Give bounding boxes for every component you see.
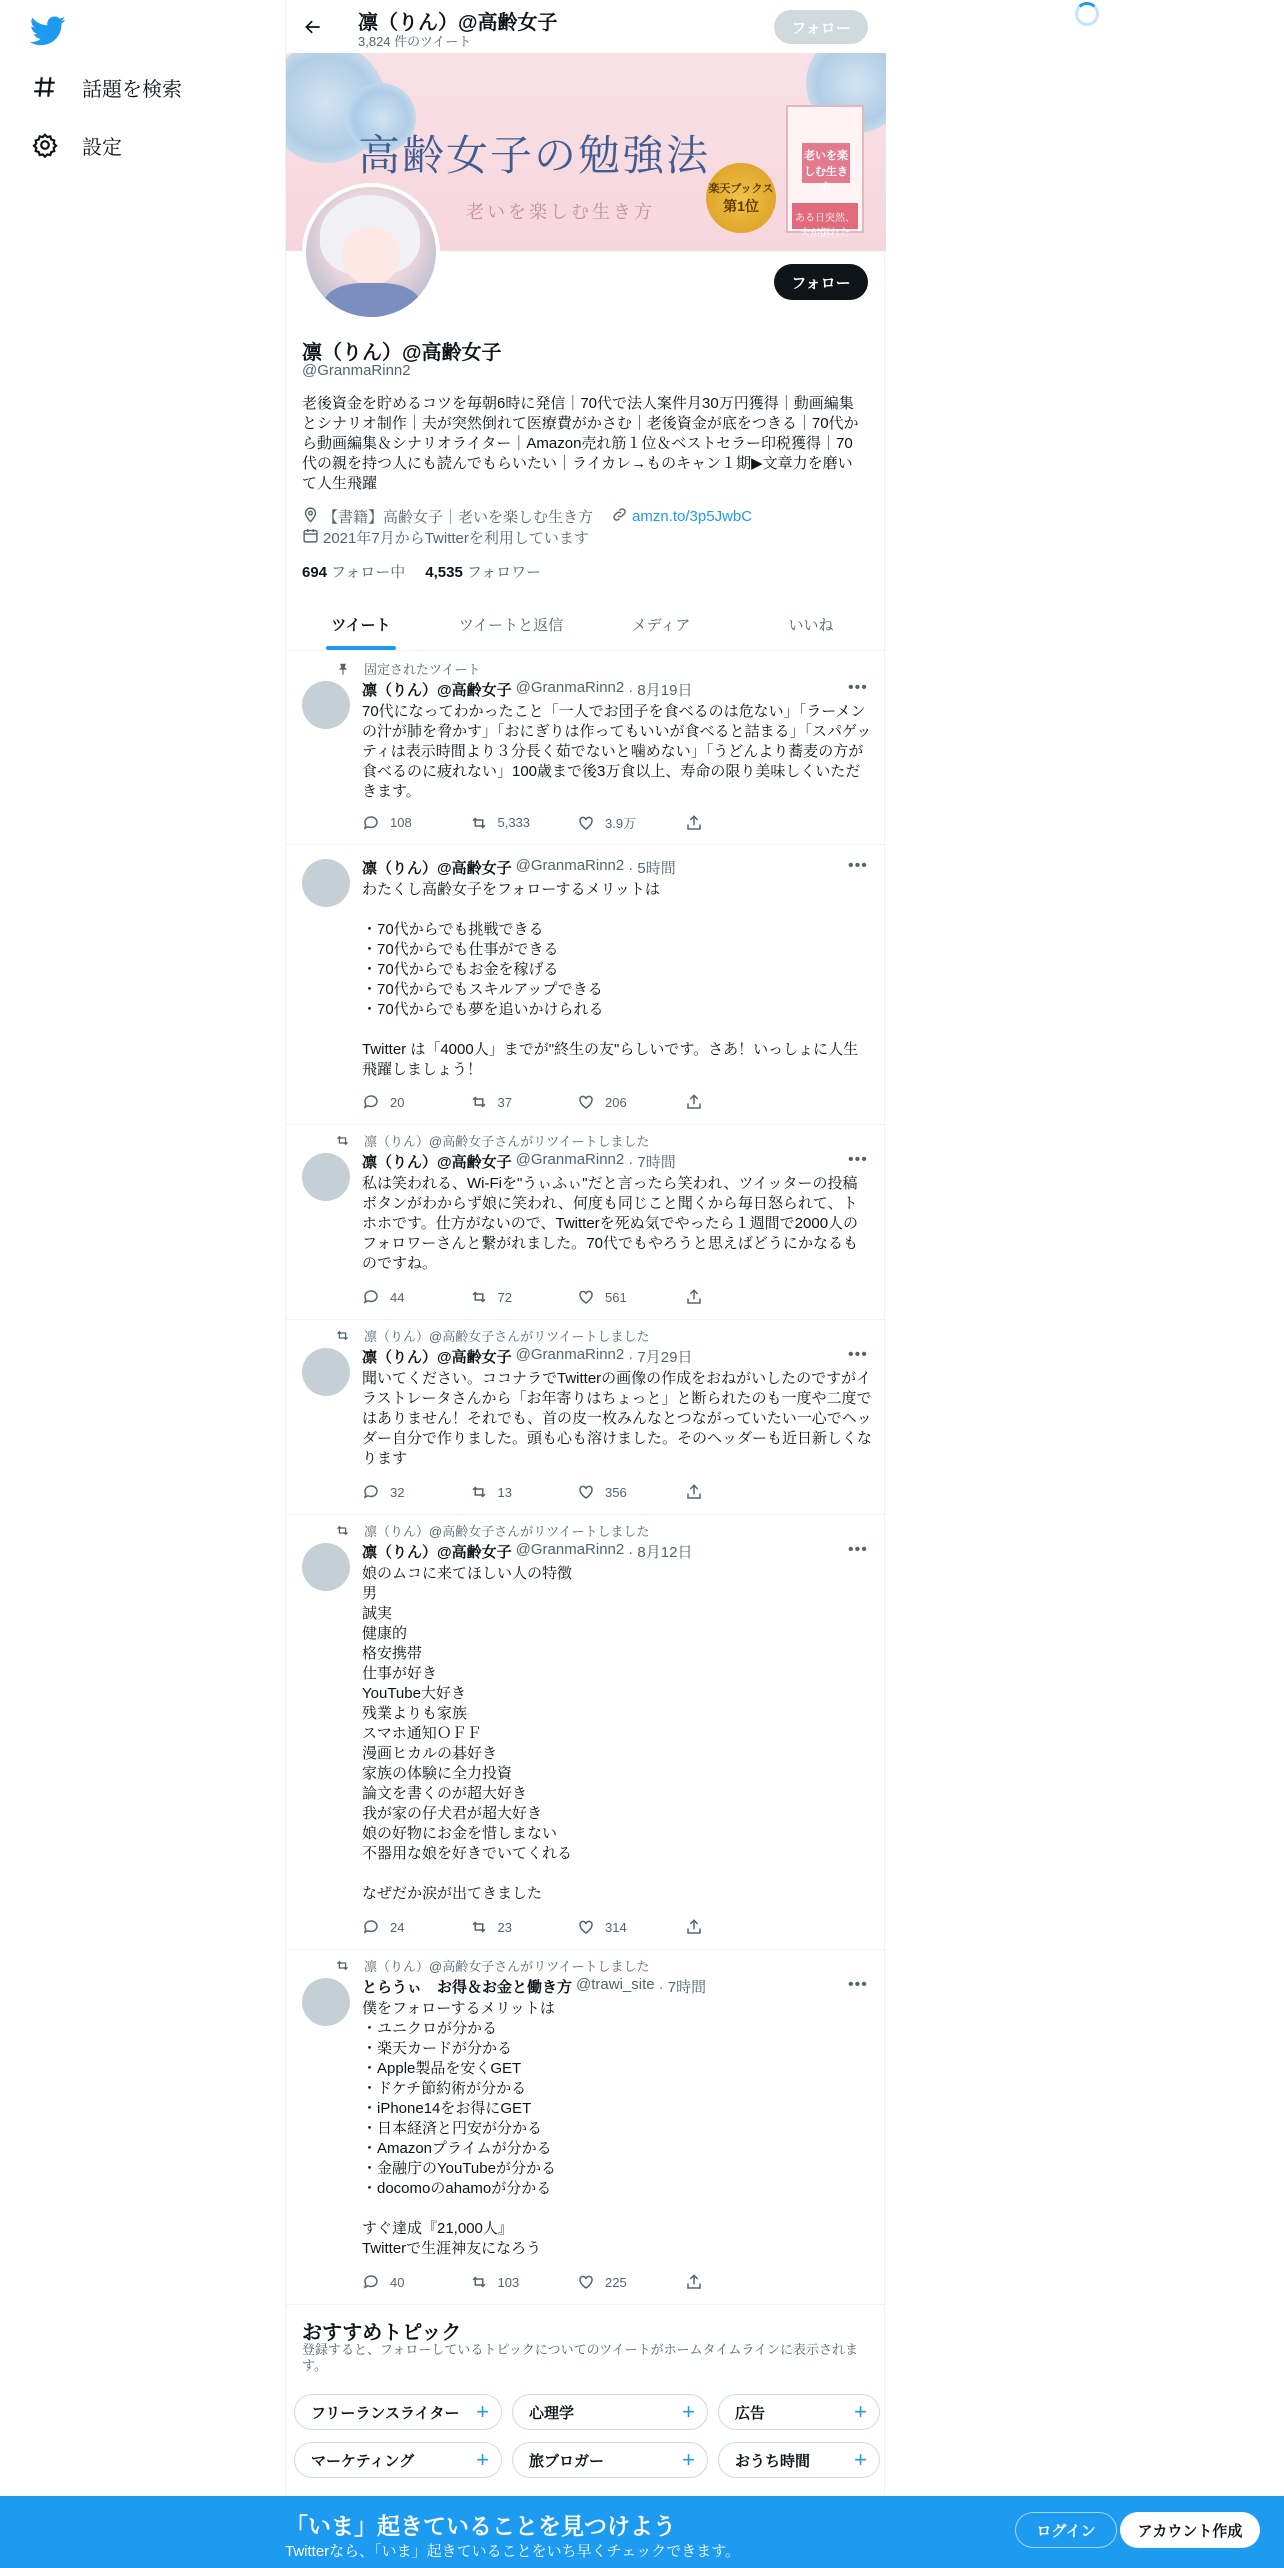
back-button[interactable] bbox=[296, 10, 330, 44]
share-button[interactable] bbox=[685, 1918, 793, 1936]
hashtag-icon bbox=[32, 74, 58, 100]
topic-chip[interactable]: 旅ブロガー + bbox=[512, 2442, 708, 2478]
tab-tweets[interactable]: ツイート bbox=[286, 598, 436, 650]
topic-chip[interactable]: 心理学 + bbox=[512, 2394, 708, 2430]
retweet-icon bbox=[332, 1958, 350, 1973]
topics-description: 登録すると、フォローしているトピックについてのツイートがホームタイムラインに表示されます。 bbox=[302, 2342, 859, 2373]
profile-header-bar bbox=[286, 0, 886, 53]
share-icon bbox=[685, 814, 703, 832]
retweet-button[interactable]: 23 bbox=[470, 1918, 578, 1936]
profile-avatar[interactable] bbox=[302, 183, 440, 321]
sidebar-item-settings[interactable] bbox=[32, 120, 122, 170]
plus-icon: + bbox=[854, 2399, 867, 2424]
ranking-badge bbox=[706, 163, 776, 233]
heart-icon bbox=[577, 1483, 595, 1501]
retweet-icon bbox=[470, 1918, 488, 1936]
reply-button[interactable]: 44 bbox=[362, 1288, 470, 1306]
tweet-time[interactable]: · 7月29日 bbox=[628, 1349, 693, 1366]
tweet-header bbox=[362, 1541, 692, 1562]
profile-tabs bbox=[286, 598, 886, 651]
tweet-author-handle[interactable]: @GranmaRinn2 bbox=[515, 679, 625, 696]
reply-button[interactable]: 24 bbox=[362, 1918, 470, 1936]
retweet-icon bbox=[470, 1483, 488, 1501]
tab-tweets-and-replies[interactable]: ツイートと返信 bbox=[458, 616, 564, 634]
signup-banner-title: 「いま」起きていることを見つけよう bbox=[285, 2513, 676, 2539]
signup-banner bbox=[0, 2496, 1284, 2568]
retweet-icon bbox=[332, 1328, 350, 1343]
topic-chip[interactable]: フリーランスライター + bbox=[294, 2394, 502, 2430]
share-icon bbox=[685, 1918, 703, 1936]
signup-banner-subtitle: Twitterなら、「いま」起きていることをいち早くチェックできます。 bbox=[285, 2543, 741, 2560]
tweet-header bbox=[362, 1151, 676, 1172]
following-link[interactable]: 694 フォロー中 bbox=[302, 564, 406, 581]
tweet[interactable] bbox=[286, 651, 886, 845]
book-title: 老いを楽しむ生き方 bbox=[802, 143, 850, 183]
like-button[interactable]: 206 bbox=[577, 1093, 685, 1111]
book-band: ある日突然、夫が倒れた bbox=[792, 203, 858, 229]
badge-label: 楽天ブックス bbox=[708, 183, 774, 195]
reply-icon bbox=[362, 1093, 380, 1111]
retweet-button[interactable]: 5,333 bbox=[470, 813, 578, 832]
tweet-text: 私は笑われる、Wi-Fiを"うぃふぃ"だと言ったら笑われ、ツイッターの投稿ボタンがわからず娘に笑われ、何度も同じこと聞くから毎日怒られて、トホホです。仕方がないので、Twitterを死ぬ気でやったら１週間で2000人のフォロワーさんと繋がれました。70代でもやろうと思えばどうにかなるものですね。 bbox=[362, 1175, 859, 1272]
left-sidebar bbox=[0, 0, 285, 2568]
tweet-text: 僕をフォローするメリットは ・ユニクロが分かる ・楽天カードが分かる ・Apple製品を安くGET ・ドケチ節約術が分かる ・iPhone14をお得にGET ・日本経済と円安が分かる ・Amazonプライムが分かる ・金融庁のYouTubeが分かる ・docomoのahamoが分かる すぐ達成『21,000人』 Twitterで生涯神友になろう bbox=[362, 2000, 556, 2257]
share-icon bbox=[685, 2273, 703, 2291]
more-icon[interactable]: ••• bbox=[848, 1541, 868, 1558]
main-column bbox=[285, 0, 885, 2568]
profile-joined-row bbox=[302, 527, 589, 548]
tweet-header bbox=[362, 679, 692, 700]
more-icon[interactable]: ••• bbox=[848, 857, 868, 874]
follow-button[interactable]: フォロー bbox=[774, 264, 868, 300]
like-button[interactable]: 314 bbox=[577, 1918, 685, 1936]
arrow-left-icon bbox=[303, 17, 323, 37]
retweet-button[interactable]: 37 bbox=[470, 1093, 578, 1111]
retweet-button[interactable]: 72 bbox=[470, 1288, 578, 1306]
sidebar-item-label: 話題を検索 bbox=[82, 78, 182, 101]
topic-chip[interactable]: おうち時間 + bbox=[718, 2442, 880, 2478]
tweet[interactable] bbox=[286, 1125, 886, 1320]
profile-stats bbox=[302, 561, 541, 582]
reply-icon bbox=[362, 1483, 380, 1501]
tweet-author-name[interactable]: 凛（りん）@高齢女子 bbox=[362, 1154, 512, 1171]
share-button[interactable] bbox=[685, 1288, 793, 1306]
share-icon bbox=[685, 1288, 703, 1306]
tweet-author-handle[interactable]: @GranmaRinn2 bbox=[515, 1151, 625, 1168]
loading-spinner-icon bbox=[1075, 2, 1099, 26]
plus-icon: + bbox=[682, 2399, 695, 2424]
tweet-time[interactable]: · 8月12日 bbox=[628, 1544, 693, 1561]
heart-icon bbox=[577, 1288, 595, 1306]
tweet-text: わたくし高齢女子をフォローするメリットは ・70代からでも挑戦できる ・70代からでも仕事ができる ・70代からでもお金を稼げる ・70代からでもスキルアップできる ・70代からでも夢を追いかけられる Twitter は「4000人」までが"終生の友"らしいです。さあ！いっしょに人生飛躍しましょう！ bbox=[362, 881, 859, 1078]
header-name: 凛（りん）@高齢女子 bbox=[358, 12, 558, 34]
tab-media[interactable]: メディア bbox=[631, 616, 691, 634]
retweet-icon bbox=[470, 814, 488, 832]
login-button[interactable]: ログイン bbox=[1015, 2512, 1117, 2548]
retweet-icon bbox=[470, 2273, 488, 2291]
more-icon[interactable]: ••• bbox=[848, 1346, 868, 1363]
retweet-button[interactable]: 103 bbox=[470, 2273, 578, 2291]
tweet-author-name[interactable]: 凛（りん）@高齢女子 bbox=[362, 1544, 512, 1561]
tweet-text: 娘のムコに来てほしい人の特徴 男 誠実 健康的 格安携帯 仕事が好き YouTube大好き 残業よりも家族 スマホ通知ＯＦＦ 漫画ヒカルの碁好き 家族の体験に全力投資 論文を書くのが超大好き 我が家の仔犬君が超大好き 娘の好物にお金を惜しまない 不器用な娘を好きでいてくれる なぜだか涙が出てきました bbox=[362, 1565, 573, 1902]
more-icon[interactable]: ••• bbox=[848, 1976, 868, 1993]
sidebar-item-explore[interactable] bbox=[32, 62, 182, 112]
reply-icon bbox=[362, 814, 380, 832]
tweet-time[interactable]: · 7時間 bbox=[628, 1154, 676, 1171]
topic-chip[interactable]: マーケティング + bbox=[294, 2442, 502, 2478]
tweet-text: 聞いてください。ココナラでTwitterの画像の作成をおねがいしたのですがイラストレータさんから「お年寄りはちょっと」と断られたのも一度や二度ではありません！それでも、首の皮一枚みんなとつながっていたい一心でヘッダー自分で作りました。頭も心も溶けました。そのヘッダーも近日新しくなります bbox=[362, 1370, 873, 1467]
tweet-header bbox=[362, 857, 676, 878]
share-button[interactable] bbox=[685, 2273, 793, 2291]
profile-bio: 老後資金を貯めるコツを毎朝6時に発信｜70代で法人案件月30万円獲得｜動画編集とシナリオ制作｜夫が突然倒れて医療費がかさむ｜老後資金が底をつきる｜70代から動画編集＆シナリオライター｜Amazon売れ筋１位＆ベストセラー印税獲得｜70代の親を持つ人にも読んでもらいたい｜ライカレ→ものキャン１期▶文章力を磨いて人生飛躍 bbox=[302, 395, 859, 492]
tweet-context: 固定されたツイート bbox=[332, 659, 480, 678]
like-button[interactable]: 561 bbox=[577, 1288, 685, 1306]
banner-subtitle: 老いを楽しむ生き方 bbox=[466, 202, 655, 223]
profile-meta-row bbox=[302, 506, 752, 527]
tweet-text: 70代になってわかったこと「一人でお団子を食べるのは危ない」「ラーメンの汁が肺を脅かす」「おにぎりは作ってもいいが食べると詰まる」「スパゲッティは表示時間より３分長く茹でないと噛めない」「うどんより蕎麦の方が食べるのに疲れない」100歳まで後3万食以上、寿命の限り美味しくいただきます。 bbox=[362, 703, 872, 800]
header-follow-button[interactable]: フォロー bbox=[774, 10, 868, 44]
tweet-time[interactable]: · 7時間 bbox=[658, 1979, 707, 1996]
like-button[interactable]: 3.9万 bbox=[577, 813, 685, 832]
book-cover bbox=[786, 105, 864, 239]
profile-link[interactable]: amzn.to/3p5JwbC bbox=[632, 508, 753, 525]
tweet-actions bbox=[362, 1093, 792, 1111]
gear-icon bbox=[32, 132, 58, 158]
topic-chip[interactable]: 広告 + bbox=[718, 2394, 880, 2430]
tweet-time[interactable]: · 5時間 bbox=[628, 860, 676, 877]
tweet[interactable] bbox=[286, 1320, 886, 1515]
share-button[interactable] bbox=[685, 1483, 793, 1501]
tweet[interactable] bbox=[286, 845, 886, 1125]
tweet-header bbox=[362, 1976, 706, 1997]
topics-title: おすすめトピック bbox=[302, 2322, 462, 2344]
share-icon bbox=[685, 1093, 703, 1111]
retweet-button[interactable]: 13 bbox=[470, 1483, 578, 1501]
more-icon[interactable]: ••• bbox=[848, 679, 868, 696]
like-button[interactable]: 356 bbox=[577, 1483, 685, 1501]
banner-title: 高齢女子の勉強法 bbox=[358, 131, 711, 180]
link-icon bbox=[611, 506, 628, 527]
avatar[interactable] bbox=[302, 1543, 350, 1591]
tweet-actions bbox=[362, 1288, 792, 1306]
tweet-author-name[interactable]: 凛（りん）@高齢女子 bbox=[362, 1349, 512, 1366]
plus-icon: + bbox=[682, 2447, 695, 2472]
retweet-icon bbox=[470, 1093, 488, 1111]
profile-name: 凛（りん）@高齢女子 bbox=[302, 342, 502, 364]
tweet-author-name[interactable]: 凛（りん）@高齢女子 bbox=[362, 860, 512, 877]
like-button[interactable]: 225 bbox=[577, 2273, 685, 2291]
heart-icon bbox=[577, 1918, 595, 1936]
reply-button[interactable]: 20 bbox=[362, 1093, 470, 1111]
tweet-author-handle[interactable]: @trawi_site bbox=[576, 1976, 655, 1993]
reply-icon bbox=[362, 2273, 380, 2291]
tweet-author-handle[interactable]: @GranmaRinn2 bbox=[515, 1346, 625, 1363]
tweet-header bbox=[362, 1346, 692, 1367]
tweet-context: 凛（りん）@高齢女子さんがリツイートしました bbox=[332, 1521, 650, 1540]
plus-icon: + bbox=[854, 2447, 867, 2472]
tweet-actions bbox=[362, 813, 792, 832]
profile-location: 【書籍】高齢女子｜老いを楽しむ生き方 bbox=[323, 509, 594, 526]
tab-likes[interactable]: いいね bbox=[788, 616, 834, 634]
tweet-actions bbox=[362, 1918, 792, 1936]
profile-joined: 2021年7月からTwitterを利用しています bbox=[323, 530, 589, 547]
share-button[interactable] bbox=[685, 1093, 793, 1111]
header-tweet-count: 3,824 件のツイート bbox=[358, 34, 472, 49]
heart-icon bbox=[577, 814, 595, 832]
tweet-author-name[interactable]: 凛（りん）@高齢女子 bbox=[362, 682, 512, 699]
location-icon bbox=[302, 506, 319, 527]
tweet-time[interactable]: · 8月19日 bbox=[628, 682, 693, 699]
signup-button[interactable]: アカウント作成 bbox=[1120, 2512, 1260, 2548]
avatar[interactable] bbox=[302, 859, 350, 907]
reply-button[interactable]: 32 bbox=[362, 1483, 470, 1501]
tweet-actions bbox=[362, 1483, 792, 1501]
retweet-icon bbox=[332, 1133, 350, 1148]
reply-button[interactable]: 40 bbox=[362, 2273, 470, 2291]
avatar[interactable] bbox=[302, 1978, 350, 2026]
plus-icon: + bbox=[476, 2399, 489, 2424]
heart-icon bbox=[577, 2273, 595, 2291]
tweet-context: 凛（りん）@高齢女子さんがリツイートしました bbox=[332, 1956, 650, 1975]
tweet[interactable] bbox=[286, 1950, 886, 2305]
share-button[interactable] bbox=[685, 813, 793, 832]
retweet-icon bbox=[332, 1523, 350, 1538]
tweet-actions bbox=[362, 2273, 792, 2291]
retweet-icon bbox=[470, 1288, 488, 1306]
avatar[interactable] bbox=[302, 681, 350, 729]
followers-link[interactable]: 4,535 フォロワー bbox=[425, 564, 542, 581]
tweet-author-name[interactable]: とらうぃ お得＆お金と働き方 bbox=[362, 1979, 573, 1996]
plus-icon: + bbox=[476, 2447, 489, 2472]
reply-button[interactable]: 108 bbox=[362, 813, 470, 832]
calendar-icon bbox=[302, 527, 319, 548]
reply-icon bbox=[362, 1288, 380, 1306]
tweet-author-handle[interactable]: @GranmaRinn2 bbox=[515, 1541, 625, 1558]
reply-icon bbox=[362, 1918, 380, 1936]
pin-icon bbox=[332, 662, 350, 676]
twitter-logo-icon[interactable] bbox=[30, 12, 66, 48]
share-icon bbox=[685, 1483, 703, 1501]
sidebar-item-label: 設定 bbox=[82, 136, 122, 159]
avatar[interactable] bbox=[302, 1348, 350, 1396]
heart-icon bbox=[577, 1093, 595, 1111]
more-icon[interactable]: ••• bbox=[848, 1151, 868, 1168]
tweet-author-handle[interactable]: @GranmaRinn2 bbox=[515, 857, 625, 874]
tweet-context: 凛（りん）@高齢女子さんがリツイートしました bbox=[332, 1326, 650, 1345]
avatar[interactable] bbox=[302, 1153, 350, 1201]
tweet-context: 凛（りん）@高齢女子さんがリツイートしました bbox=[332, 1131, 650, 1150]
profile-handle: @GranmaRinn2 bbox=[302, 362, 411, 379]
badge-rank: 第1位 bbox=[723, 198, 759, 214]
tweet[interactable] bbox=[286, 1515, 886, 1950]
